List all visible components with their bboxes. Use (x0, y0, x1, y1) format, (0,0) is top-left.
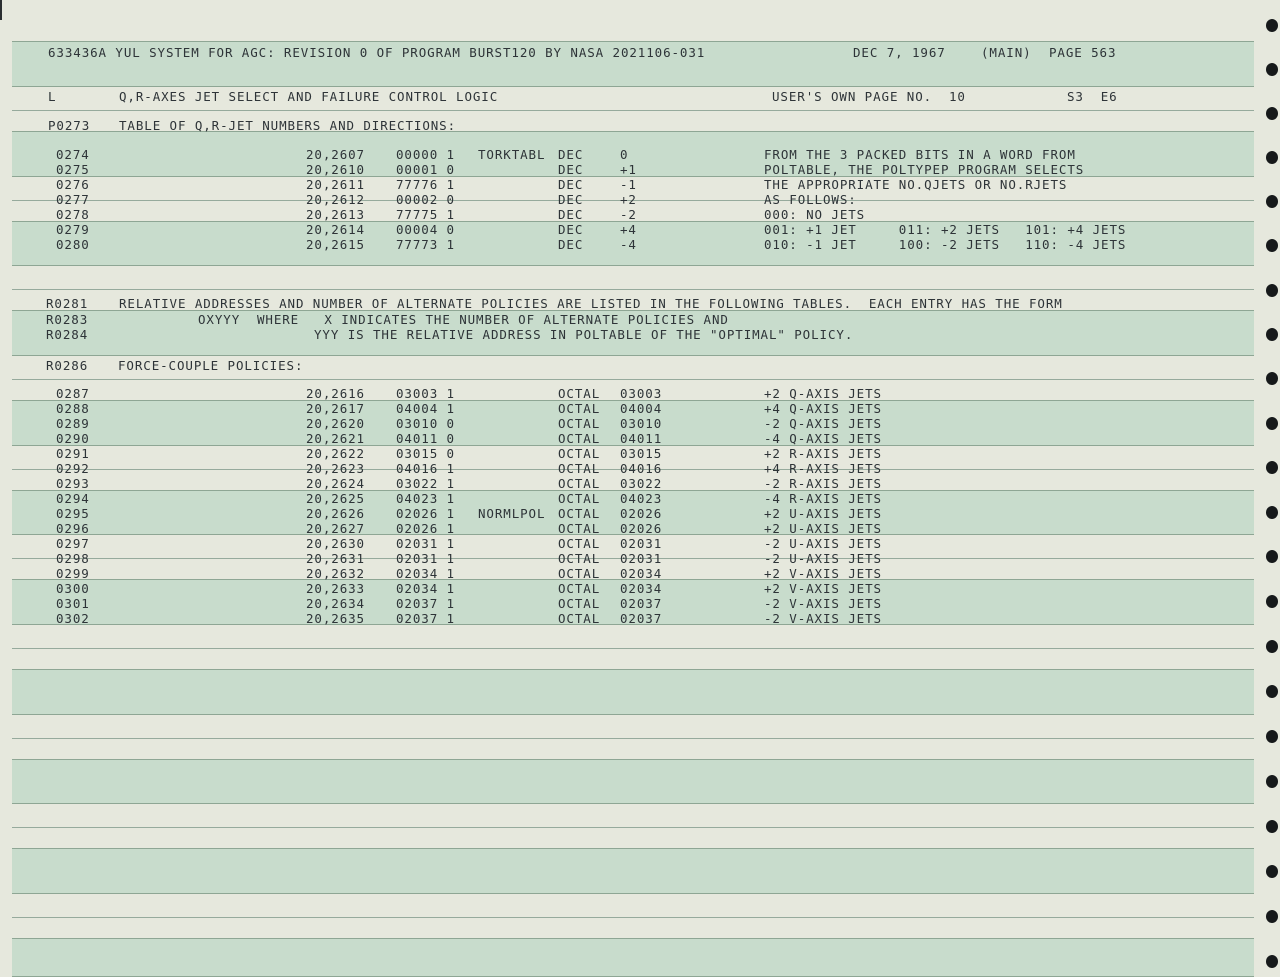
address: 20,2632 (306, 566, 365, 581)
address: 20,2635 (306, 611, 365, 626)
octal-word: 00001 0 (396, 162, 455, 177)
line-number: 0288 (56, 401, 90, 416)
line-number: 0298 (56, 551, 90, 566)
operand: 02037 (620, 611, 663, 626)
ruled-line (12, 379, 1254, 380)
comment: -2 Q-AXIS JETS (764, 416, 882, 431)
tractor-hole (1266, 372, 1278, 385)
listing-row (0, 193, 1280, 207)
listing-row (0, 417, 1280, 431)
listing-row (0, 163, 1280, 177)
opcode: OCTAL (558, 386, 601, 401)
listing-row (0, 552, 1280, 566)
table-heading-text: TABLE OF Q,R-JET NUMBERS AND DIRECTIONS: (119, 118, 457, 133)
address: 20,2621 (306, 431, 365, 446)
opcode: DEC (558, 147, 584, 162)
line-number: 0300 (56, 581, 90, 596)
operand: 03003 (620, 386, 663, 401)
address: 20,2611 (306, 177, 365, 192)
octal-word: 04011 0 (396, 431, 455, 446)
header-title: 633436A YUL SYSTEM FOR AGC: REVISION 0 OF PROGRAM BURST120 BY NASA 2021106-031 (48, 45, 706, 60)
comment: THE APPROPRIATE NO.QJETS OR NO.RJETS (764, 177, 1068, 192)
octal-word: 02031 1 (396, 551, 455, 566)
listing-row (0, 582, 1280, 596)
opcode: DEC (558, 207, 584, 222)
comment: 010: -1 JET 100: -2 JETS 110: -4 JETS (764, 237, 1127, 252)
operand: 0 (620, 147, 629, 162)
listing-row (0, 507, 1280, 521)
line-number: 0301 (56, 596, 90, 611)
octal-word: 00004 0 (396, 222, 455, 237)
tractor-hole (1266, 865, 1278, 878)
line-number: 0292 (56, 461, 90, 476)
section-mark: L (48, 89, 57, 104)
address: 20,2627 (306, 521, 365, 536)
octal-word: 02026 1 (396, 521, 455, 536)
comment: AS FOLLOWS: (764, 192, 857, 207)
ruled-line (12, 289, 1254, 290)
remark-text: RELATIVE ADDRESSES AND NUMBER OF ALTERNATE POLICIES ARE LISTED IN THE FOLLOWING TABLES. EACH ENTRY HAS THE FORM (119, 296, 1063, 311)
address: 20,2626 (306, 506, 365, 521)
comment: -2 R-AXIS JETS (764, 476, 882, 491)
operand: +2 (620, 192, 637, 207)
address: 20,2607 (306, 147, 365, 162)
greenbar-band (12, 669, 1254, 715)
opcode: OCTAL (558, 431, 601, 446)
greenbar-band (12, 938, 1254, 977)
tractor-hole (1266, 820, 1278, 833)
octal-word: 00002 0 (396, 192, 455, 207)
opcode: OCTAL (558, 566, 601, 581)
comment: -4 Q-AXIS JETS (764, 431, 882, 446)
address: 20,2625 (306, 491, 365, 506)
comment: +2 U-AXIS JETS (764, 521, 882, 536)
comment: 000: NO JETS (764, 207, 866, 222)
header-line (0, 46, 1280, 60)
comment: -2 U-AXIS JETS (764, 536, 882, 551)
octal-word: 02026 1 (396, 506, 455, 521)
operand: -4 (620, 237, 637, 252)
octal-word: 02037 1 (396, 596, 455, 611)
tractor-hole (1266, 284, 1278, 297)
line-number: 0274 (56, 147, 90, 162)
listing-row (0, 208, 1280, 222)
ruled-line (12, 648, 1254, 649)
comment: +2 U-AXIS JETS (764, 506, 882, 521)
listing-row (0, 432, 1280, 446)
opcode: DEC (558, 237, 584, 252)
opcode: OCTAL (558, 611, 601, 626)
tractor-hole (1266, 955, 1278, 968)
header-main: (MAIN) (981, 45, 1032, 60)
symbol-label: NORMLPOL (478, 506, 546, 521)
opcode: OCTAL (558, 416, 601, 431)
ruled-line (12, 738, 1254, 739)
section-line (0, 90, 1280, 104)
line-number: 0287 (56, 386, 90, 401)
listing-row (0, 223, 1280, 237)
listing-row (0, 597, 1280, 611)
symbol-label: TORKTABL (478, 147, 546, 162)
listing-row (0, 387, 1280, 401)
listing-row (0, 522, 1280, 536)
operand: 02031 (620, 536, 663, 551)
octal-word: 04004 1 (396, 401, 455, 416)
operand: 02026 (620, 521, 663, 536)
section-title: Q,R-AXES JET SELECT AND FAILURE CONTROL LOGIC (119, 89, 499, 104)
line-number: 0295 (56, 506, 90, 521)
octal-word: 02034 1 (396, 566, 455, 581)
greenbar-band (12, 848, 1254, 894)
address: 20,2612 (306, 192, 365, 207)
octal-word: 02031 1 (396, 536, 455, 551)
comment: +2 V-AXIS JETS (764, 566, 882, 581)
octal-word: 77773 1 (396, 237, 455, 252)
comment: +2 Q-AXIS JETS (764, 386, 882, 401)
address: 20,2633 (306, 581, 365, 596)
operand: 02031 (620, 551, 663, 566)
opcode: OCTAL (558, 491, 601, 506)
opcode: OCTAL (558, 521, 601, 536)
header-page: PAGE 563 (1049, 45, 1117, 60)
address: 20,2631 (306, 551, 365, 566)
octal-word: 03015 0 (396, 446, 455, 461)
comment: POLTABLE, THE POLTYPEP PROGRAM SELECTS (764, 162, 1085, 177)
address: 20,2616 (306, 386, 365, 401)
operand: -2 (620, 207, 637, 222)
listing-row (0, 148, 1280, 162)
address: 20,2623 (306, 461, 365, 476)
opcode: OCTAL (558, 596, 601, 611)
operand: -1 (620, 177, 637, 192)
address: 20,2622 (306, 446, 365, 461)
operand: 02037 (620, 596, 663, 611)
comment: +2 V-AXIS JETS (764, 581, 882, 596)
opcode: OCTAL (558, 401, 601, 416)
octal-word: 04016 1 (396, 461, 455, 476)
opcode: DEC (558, 222, 584, 237)
address: 20,2630 (306, 536, 365, 551)
listing-row (0, 492, 1280, 506)
operand: +1 (620, 162, 637, 177)
listing-row (0, 238, 1280, 252)
octal-word: 04023 1 (396, 491, 455, 506)
listing-row (0, 612, 1280, 626)
tractor-hole (1266, 730, 1278, 743)
listing-row (0, 447, 1280, 461)
header-date: DEC 7, 1967 (853, 45, 946, 60)
octal-word: 77776 1 (396, 177, 455, 192)
force-heading-number: R0286 (46, 358, 89, 373)
opcode: OCTAL (558, 581, 601, 596)
opcode: OCTAL (558, 446, 601, 461)
operand: 04023 (620, 491, 663, 506)
tractor-hole (1266, 685, 1278, 698)
address: 20,2624 (306, 476, 365, 491)
tractor-hole (1266, 19, 1278, 32)
tractor-hole (1266, 910, 1278, 923)
listing-row (0, 178, 1280, 192)
remark-text: OXYYY WHERE X INDICATES THE NUMBER OF ALTERNATE POLICIES AND (198, 312, 729, 327)
octal-word: 02034 1 (396, 581, 455, 596)
octal-word: 77775 1 (396, 207, 455, 222)
comment: -2 U-AXIS JETS (764, 551, 882, 566)
listing-row (0, 567, 1280, 581)
opcode: OCTAL (558, 551, 601, 566)
operand: 03010 (620, 416, 663, 431)
line-number: 0293 (56, 476, 90, 491)
line-number: 0279 (56, 222, 90, 237)
tractor-hole (1266, 640, 1278, 653)
line-number: 0289 (56, 416, 90, 431)
remark-line (0, 313, 1280, 327)
force-heading-line (0, 359, 1280, 373)
line-number: 0302 (56, 611, 90, 626)
greenbar-band (12, 759, 1254, 804)
line-number: 0280 (56, 237, 90, 252)
line-number: 0275 (56, 162, 90, 177)
tractor-hole (1266, 775, 1278, 788)
operand: 04004 (620, 401, 663, 416)
comment: +4 Q-AXIS JETS (764, 401, 882, 416)
operand: 02026 (620, 506, 663, 521)
tractor-hole (1266, 63, 1278, 76)
remark-number: R0281 (46, 296, 89, 311)
octal-word: 00000 1 (396, 147, 455, 162)
address: 20,2613 (306, 207, 365, 222)
octal-word: 03022 1 (396, 476, 455, 491)
line-number: 0296 (56, 521, 90, 536)
address: 20,2620 (306, 416, 365, 431)
operand: 02034 (620, 566, 663, 581)
octal-word: 03010 0 (396, 416, 455, 431)
remark-text: YYY IS THE RELATIVE ADDRESS IN POLTABLE OF THE "OPTIMAL" POLICY. (314, 327, 854, 342)
opcode: OCTAL (558, 536, 601, 551)
listing-row (0, 537, 1280, 551)
octal-word: 03003 1 (396, 386, 455, 401)
operand: 02034 (620, 581, 663, 596)
table-heading-number: P0273 (48, 118, 91, 133)
ruled-line (12, 110, 1254, 111)
opcode: OCTAL (558, 476, 601, 491)
line-number: 0278 (56, 207, 90, 222)
ruled-line (12, 827, 1254, 828)
address: 20,2610 (306, 162, 365, 177)
operand: 03015 (620, 446, 663, 461)
table-heading-line (0, 119, 1280, 133)
opcode: OCTAL (558, 506, 601, 521)
line-number: 0276 (56, 177, 90, 192)
operand: +4 (620, 222, 637, 237)
comment: -4 R-AXIS JETS (764, 491, 882, 506)
address: 20,2634 (306, 596, 365, 611)
comment: -2 V-AXIS JETS (764, 611, 882, 626)
operand: 03022 (620, 476, 663, 491)
edge-mark (0, 0, 2, 20)
comment: -2 V-AXIS JETS (764, 596, 882, 611)
remark-number: R0284 (46, 327, 89, 342)
line-number: 0299 (56, 566, 90, 581)
opcode: OCTAL (558, 461, 601, 476)
opcode: DEC (558, 177, 584, 192)
user-page-number: USER'S OWN PAGE NO. 10 (772, 89, 966, 104)
remark-number: R0283 (46, 312, 89, 327)
listing-row (0, 462, 1280, 476)
s3-e6-marker: S3 E6 (1067, 89, 1118, 104)
operand: 04011 (620, 431, 663, 446)
ruled-line (12, 917, 1254, 918)
remark-line (0, 328, 1280, 342)
listing-row (0, 402, 1280, 416)
opcode: DEC (558, 192, 584, 207)
listing-row (0, 477, 1280, 491)
opcode: DEC (558, 162, 584, 177)
comment: +4 R-AXIS JETS (764, 461, 882, 476)
operand: 04016 (620, 461, 663, 476)
line-number: 0294 (56, 491, 90, 506)
address: 20,2617 (306, 401, 365, 416)
address: 20,2615 (306, 237, 365, 252)
octal-word: 02037 1 (396, 611, 455, 626)
line-number: 0290 (56, 431, 90, 446)
line-number: 0277 (56, 192, 90, 207)
force-heading-text: FORCE-COUPLE POLICIES: (118, 358, 304, 373)
comment: +2 R-AXIS JETS (764, 446, 882, 461)
comment: FROM THE 3 PACKED BITS IN A WORD FROM (764, 147, 1076, 162)
comment: 001: +1 JET 011: +2 JETS 101: +4 JETS (764, 222, 1127, 237)
remark-line (0, 297, 1280, 311)
address: 20,2614 (306, 222, 365, 237)
line-number: 0291 (56, 446, 90, 461)
line-number: 0297 (56, 536, 90, 551)
